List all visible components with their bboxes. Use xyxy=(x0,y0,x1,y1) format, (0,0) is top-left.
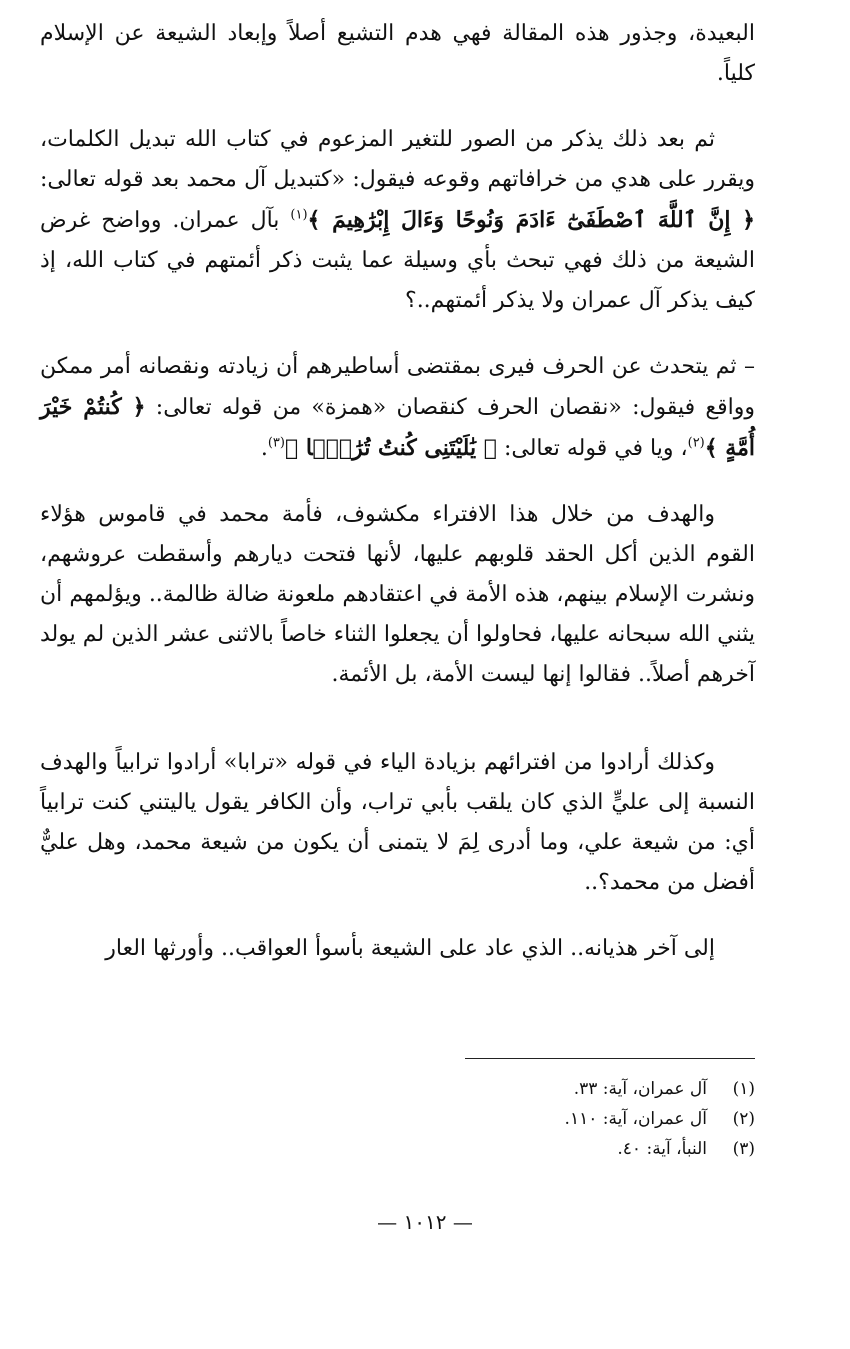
footnote-ref-1: (١) xyxy=(290,207,308,223)
paragraph-5-text: وكذلك أرادوا من افترائهم بزيادة الياء في قوله «ترابا» أرادوا ترابياً والهدف النسبة إلى عليٍّ الذي كان يلقب بأبي تراب، وأن الكافر يقول ياليتني كنت ترابياً أي: من شيعة علي، وما أدرى لِمَ لا يتمنى أن يكون من شيعة محمد، وهل عليٌّ أفضل من محمد؟.. xyxy=(40,750,755,895)
page-number: — ١٠١٢ — xyxy=(377,1210,473,1234)
quran-verse-1: ﴿ إِنَّ ٱللَّهَ ٱصْطَفَىٰٓ ءَادَمَ وَنُوحًا وَءَالَ إِبْرَٰهِيمَ ﴾ xyxy=(307,207,755,233)
paragraph-4-text: والهدف من خلال هذا الافتراء مكشوف، فأمة محمد في قاموس هؤلاء القوم الذين أكل الحقد قلوبهم عليها، لأنها فتحت ديارهم وأسقطت عروشهم، ونشرت الإسلام بينهم، هذه الأمة في اعتقادهم ملعونة ضالة ظالمة.. ويؤلمهم أن يثني الله سبحانه عليها، فحاولوا أن يجعلوا الثناء خاصاً بالاثنى عشر الذين لم يولد آخرهم أصلاً.. فقالوا إنها ليست الأمة، بل الأئمة. xyxy=(40,502,755,687)
footnote-2-text: آل عمران، آية: ١١٠. xyxy=(564,1109,707,1129)
paragraph-1-text: البعيدة، وجذور هذه المقالة فهي هدم التشيع أصلاً وإبعاد الشيعة عن الإسلام كلياً. xyxy=(40,21,755,86)
paragraph-4 xyxy=(40,495,755,695)
paragraph-5 xyxy=(40,743,755,903)
paragraph-2-text-a: ثم بعد ذلك يذكر من الصور للتغير المزعوم في كتاب الله تبديل الكلمات، ويقرر على هدي من خرافاتهم وقوعه فيقول: «كتبديل آل محمد بعد قوله تعالى: xyxy=(40,127,755,192)
page-body xyxy=(40,14,755,995)
footnote-ref-2: (٢) xyxy=(687,435,705,451)
quran-verse-3: ﴿ يَٰلَيْتَنِى كُنتُ تُرَٰبًۢا ﴾ xyxy=(284,435,497,461)
paragraph-1 xyxy=(40,14,755,94)
footnote-1 xyxy=(355,1074,755,1104)
footnote-1-text: آل عمران، آية: ٣٣. xyxy=(573,1079,707,1099)
footnote-divider xyxy=(465,1058,755,1059)
footnote-2 xyxy=(355,1104,755,1134)
paragraph-3-text-a: – ثم يتحدث عن الحرف فيرى بمقتضى أساطيرهم أن زيادته ونقصانه أمر ممكن وواقع فيقول: «نقصان الحرف كنقصان «همزة» من قوله تعالى: xyxy=(40,354,755,420)
footnotes xyxy=(355,1074,755,1164)
paragraph-3-text-b: ، ويا في قوله تعالى: xyxy=(503,436,688,461)
footnote-2-number: (٢) xyxy=(732,1109,755,1129)
paragraph-3 xyxy=(40,347,755,469)
footnote-3 xyxy=(355,1134,755,1164)
footnote-1-number: (١) xyxy=(732,1079,755,1099)
footnote-3-number: (٣) xyxy=(732,1139,755,1159)
paragraph-6-text: إلى آخر هذيانه.. الذي عاد على الشيعة بأسوأ العواقب.. وأورثها العار xyxy=(105,936,715,961)
paragraph-3-text-c: . xyxy=(260,436,268,461)
quran-verse-2: ﴿ كُنتُمْ خَيْرَ أُمَّةٍ ﴾ xyxy=(40,394,755,461)
footnote-ref-3: (٣) xyxy=(267,435,285,451)
paragraph-2 xyxy=(40,120,755,321)
paragraph-6 xyxy=(40,929,755,969)
paragraph-2-text-b: بآل عمران. وواضح غرض الشيعة من ذلك فهي تبحث بأي وسيلة عما يثبت ذكر أئمتهم في كتاب الله، إذ كيف يذكر آل عمران ولا يذكر أئمتهم..؟ xyxy=(40,208,755,313)
footnote-3-text: النبأ، آية: ٤٠. xyxy=(617,1139,707,1159)
